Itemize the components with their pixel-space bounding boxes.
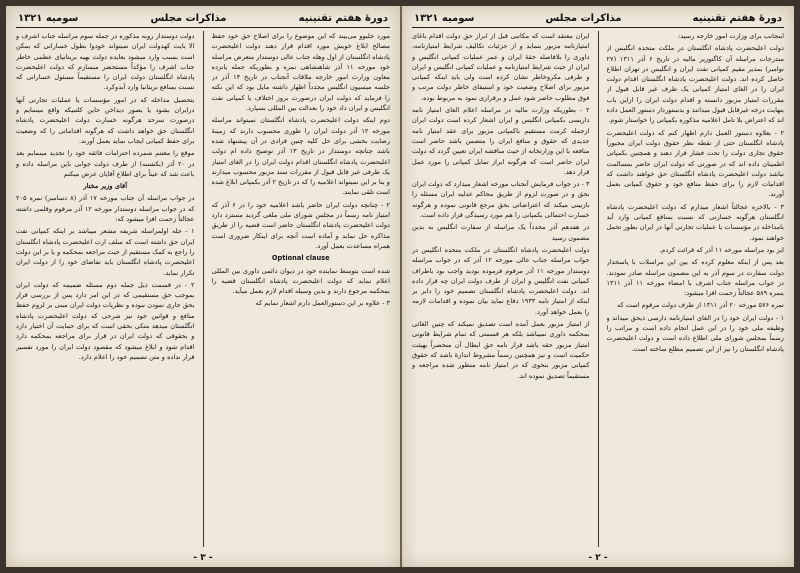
paragraph: ۲ - چنانچه دولت ایران حاضر باشد اعلامیه خود را در ۶ آذر که امتیاز نامه رسماً در مجلس شورای ملی ملغی گردید مسترد دارد دولت اعلیحضرت پادشاه انگلستان حاضر است قضیه را از طریق مذاکره حل نماید و آماده است آنچه برای اینکار ضروری است همراه مساعدت بعمل آورد.	[211, 200, 390, 250]
paragraph: دولت اعلیحضرت پادشاه انگلستان در ملکت متحده انگلیس در جواب مراسله جناب عالی مورخه ۱۲ آذر که در جواب مراسله دوستدار مورخه ۱۱ آذر مرقوم فرموده بودید واجب بود باطراف کمپانی نفت انگلیس و ایران از طرف دولت ایران چه قرار داده اند. دولت اعلیحضرت پادشاه انگلستان تصمیم خود را دایر بر اینکه از امتیاز نامه ۱۹۳۳ دفاع نماید بیان نموده و اقدامات لازمه را بعمل خواهد آورد.	[412, 245, 590, 316]
paragraph: ۲ - بعلاوه دستور العمل دارم اظهار کنم که دولت اعلیحضرت پادشاه انگلستان حتی از نقطه نظر حقوق دولت ایران مجبوراً حقوق تجاری دولت را تحت فشار قرار دهند و همچنین بکمپانی اطمینان داده اند که در صورتی که دولت ایران حاضر بمسالمت نباشد دولت اعلیحضرت پادشاه انگلستان حق خواهند داشت که اقدامات لازم را برای حفظ منافع خود و حقوق کمپانی بعمل آورند.	[606, 128, 784, 199]
header-title: مذاکرات مجلس	[150, 12, 227, 24]
text-columns	[412, 31, 784, 547]
page-header	[18, 10, 388, 26]
paragraph: دولت اعلیحضرت پادشاه انگلستان در ملکت متحده انگلیس از مندرجات مراسله آن کاگنوزیر مالیه در تاریخ ۶ آذر ۱۳۱۱ (۲۷ نوامبر) بمدیر مقیم کمپانی نفت ایران و انگلیس در تهران اطلاع حاصل کرده اند. دولت اعلیحضرت پادشاه انگلستان اقدام دولت ایران را در الغای امتیاز کمپانی یک طرف غیر قابل قبول از مقررات امتیاز مزبور دانسته و اقدام دولت ایران را ازاین باب بنهایت درجه غیرقابل قبول میدانند و بدستوردار دستور العمل داده اند که اعتراض بلا تامل اعلامیه مذکوره بکمپانی را خواستار شوم.	[606, 44, 784, 125]
paragraph: نمره ۵۷۶ مورخه ۲۰ آذر ۱۳۱۱ از طرف دولت مرقوم است که	[616, 301, 784, 310]
paragraph: ۱ - دولت ایران خود را در الغای امتیازنامه دارسی ذیحق میداند و وظیفه ملی خود را در این عمل انجام داده است و مراتب را رسماً بمجلس شورای ملی اطلاع داده است و دولت اعلیحضرت پادشاه انگلستان را نیز از این تصمیم مطلع ساخته است.	[606, 313, 784, 353]
header-volume: دورهٔ هفتم تقنینیه	[692, 12, 782, 24]
column-right	[607, 31, 785, 547]
paragraph: مورد جلبوو می‌بیند که این موضوع را برای اصلاح حق خود حفظ مصالح ابلاغ خویش مورد اقدام قرار دهند دولت اعلیحضرت پادشاه انگلستان از اول وهله جناب عالی دوستدار متعرض مراسله خود مورخه ۱۱ آذر شاهنشاهی نمره و بطوریکه جمله پانزده معاون وزارت امور خارجه ملاقات آنجناب در تاریخ ۱۴ آذر در جلسه میسیون انگلیس مجدداً اظهار داشته مایل بود که این نکته را فرماید که دولت ایران درصورت بروز اختلاف با کمپانی نفت انگلیس و ایران داد خود را بعدالت بین المللی بسپارد.	[211, 32, 390, 113]
column-right	[212, 31, 391, 547]
paragraph: ۱ - جله اولمراسله شریفه مشعر میباشد بر اینکه کمپانی نفت ایران حق داشته است که سلف ارت اعلیحضرت پادشاه انگلستان را راجع به کمک مستقیم از حیث مراجعه بمحکمه و یا بر این دولت اعلیحضرت پادشاه انگلستان باید تفاضای خود را از دولت ایران تکرار نماید.	[16, 227, 195, 277]
paragraph: شده است بتوسط نماینده خود در دیوان دائمی داوری بین المللی اعلام نماید که دولت اعلیحضرت پادشاه انگلستان قضیه را بمحکمه مرجوع دارند و بدین وسیله اقدام لازم بعمل میآید.	[211, 266, 390, 296]
paragraph: دولت دوستدار روبه مذکوره در جمله سوم مراسله جناب اشرف و الا بایت کهدولت ایران نمیتواند خودوا بطول خسارانی که بمکن است بسبب وارد میشود بعایده دولت بهیه بریتانیای عظمی خاطر جناب اشرف را مؤکداً مستحضر میسازم که دولت اعلیحضرت پادشاه انگلستان دولت ایران را مستقیماً مسئول خسارانی که نسبت بمنافع بریتانیا وارد آیدوکرد.	[16, 32, 195, 92]
column-left	[412, 31, 590, 547]
paragraph: ۳ - در جواب فرمایش آنجناب مورخه اشعار میدارد که دولت ایران بحق و در صورت لزوم از طریق محاکم عدلیه ایران مسئله را بازبینی میکند که اعتراضاتی بحق مرجع قانونی نموده و هرگونه خسارت احتمالی بکمپانی را هم مورد رسیدگی قرار داده است.	[412, 180, 590, 220]
paragraph: بعد پس از اینکه معلوم کرده که بین این مراسلات با پاسخدار دولت سفارت در سوم آذر به این مضمون مراسله صادر نمودند. در جواب مراسله جناب اشرف با امضاء مورخه ۱۱ آذر ۱۳۱۱ بنمره ۵۸۹ عجالتاً زحمت افزا میشود:	[606, 258, 784, 298]
left-page	[6, 6, 402, 567]
paragraph: در هفدهم آذر مجدداً یک مراسله از سفارت انگلیس به بدین مضمون رسید	[412, 223, 590, 242]
paragraph: در جواب مراسله آن جناب مورخه ۱۷ آذر (۸ دسامبر) نمره ۲۰۵ که در جواب مراسله دوستدار مورخه ۱۲ آذر مرقوم وقلمی داشته عجالتاً زحمت افزا میشود که:	[16, 194, 195, 224]
paragraph: ایز بود مراسله مورخه ۱۱ آذر که قرائت کردم.	[659, 245, 784, 254]
paragraph: از امتیاز مزبور بعمل آمده است تصدیق نمیکند که چنین الغائی بمحکمه داوری نمیباشد بلکه هر قسمتی که تمام شرایط قانونی امتیاز مزبور حقه باشد قرار نامه حق ابطال آن منحصراً بهیئت حکمیت است و نیز همچنین رسماً مشروط اندازهٔ باشد که حقوق کمپانی مزبور بنحوی که در امتیاز نامه منظور شده مراجعه و مستقیماً تصدیق نموده اند.	[412, 320, 590, 380]
document-spread	[6, 6, 794, 567]
column-divider	[598, 31, 599, 547]
paragraph: موقع را مغتنم شمرده احترامات فائقه خود را تجدید مینمایم بعد در ۲۰ آذر (بکشنبه) از طرف دولت جوابی باین مراسله داده و باعث شد که عیناً برای اطلاع آقایان عرض میکنم	[16, 149, 195, 178]
salutation: آقای وزیر مختار	[83, 182, 128, 191]
paragraph: اینجانب برای وزارت امور خارجه رسید:	[678, 32, 784, 40]
paragraph: ۲ - بطوریکه وزارت مالیه در مراسله اعلام الغای امتیاز نامه داریسی بکمپانی انگلیس و ایران اشعار کرده است دولت ایران ازجمله کرمت مستقیم باکمپانی مزبور برای عقد امتیاز نامه جدیدی که حقوق و منافع ایران را متضمن باشد حاضر است منافعه با این وزارتخانه از حیث مناقشه ایران تعیین گردد که دولت ایران حاضر است که هرگونه ابراز تمایل کمپانی را مورد عمل قرار دهد.	[412, 106, 590, 176]
page-number: - ۳ -	[193, 553, 213, 563]
page-header	[414, 10, 782, 26]
paragraph: بتحصیل مداخله که در امور مؤسسات یا عملیات تجارتی آنها درایران بشود یا بصور دیداخن حاین کلتبیکه واقع مینمایم و درصورت سرحد هرگونه خسارت دولت اعلیحضرت پادشاه انگلستان حق خواهد داشت که هرگونه اقداماتی را که وضعیت برای حفظ کمپانی ایجاب نماید بعمل آورند.	[16, 95, 195, 145]
header-date: سومیه ۱۳۲۱	[414, 12, 475, 24]
page-number: - ۲ -	[588, 553, 608, 563]
text-columns	[16, 31, 390, 547]
paragraph: ۳ - علاوه بر این دستورالعمل دارم اشعار نمایم که	[255, 299, 390, 308]
paragraph: ۲ - در قسمت ذیل جمله دوم مسئله ضمیمه که دولت ایران بموجب حق مستقیمی که در این امر دارد پس از بررسی قرار بحق جاری نمودن نبوده و نظریات دولت ایران مبنی بر لزوم حفظ منافع و قوانین خود نیز شرحی که دولت اعلیحضرت پادشاه انگلستان میدهد متکی بحقی است که برای حمایت آن اختیار دارد و بحقوقی که دولت ایران در قرار برای مراجعه بمحکمه دارد اقدام شود و ابلاغ میشود که مقصود دولت ایران را مورد تفسیر قرار نداده و متن تصمیم خود را اعلام دارد.	[16, 280, 195, 361]
right-page	[402, 6, 794, 567]
header-title: مذاکرات مجلس	[545, 12, 622, 24]
header-volume: دورهٔ هفتم تقنینیه	[298, 12, 388, 24]
column-divider	[203, 31, 204, 547]
paragraph: ۳ - بالاخره عجالتاً اشعار میدارم که دولت اعلیحضرت پادشاه انگلستان هرگونه خسارتی که نسبت بمنافع کمپانی وارد آید بامداخله در مؤسسات یا عملیات تجارتی آنها در ایران بطور تحمل خواهند نمود.	[606, 202, 784, 242]
column-left	[16, 31, 195, 547]
header-date: سومیه ۱۳۲۱	[18, 12, 79, 24]
paragraph: دوم اینکه دولت اعلیحضرت پادشاه انگلستان نمیتواند مراسله مورخه ۱۲ آذر دولت ایران را طوری محسوب دارند که زمینهٔ رضایت بخشی برای حل کلیه چنین قرادی در آن پیشنهاد شده باشد چنانچه دوستدار در تاریخ ۱۳ آذر توضیح داده ام دولت اعلیحضرت پادشاه انگلستان اقدام دولت ایران را در الغای امتیاز یک طرفی غیر قابل قبول از مقررات سند مزبور محسوب میدارند و بنا بر این نمیتواند اعلامیه را که در تاریخ ۲ آذر بکمپانی ابلاغ شده است تلقی نمایند.	[211, 116, 390, 197]
english-term: Optional clause	[271, 254, 330, 263]
header-rule	[16, 27, 390, 28]
header-rule	[412, 27, 784, 28]
paragraph: ایران معتقد است که مکاتبی قبل از ابراز حق دولت اقدام باغای امتیازنامه مزبور بنماید و از جزئیات تکالیف شرایط امتیازنامه، داوری را بلافاصله حقهٔ ایران و عمر عملیات کمپانی انگلیس و ایران از حیث شرایط امتیازنامه و عملیات کمپانی انگلیس و ایران و طرفی مکروخاطر نشان کرده است ولی باید اینکه کمپانی مزبور برای اصلاح وضعیت خود و استیفای خاطر دولت مرتب و فوق مطلوب حاضر شود عمل و برقراری نمود به مربوط بوده.	[412, 32, 590, 102]
